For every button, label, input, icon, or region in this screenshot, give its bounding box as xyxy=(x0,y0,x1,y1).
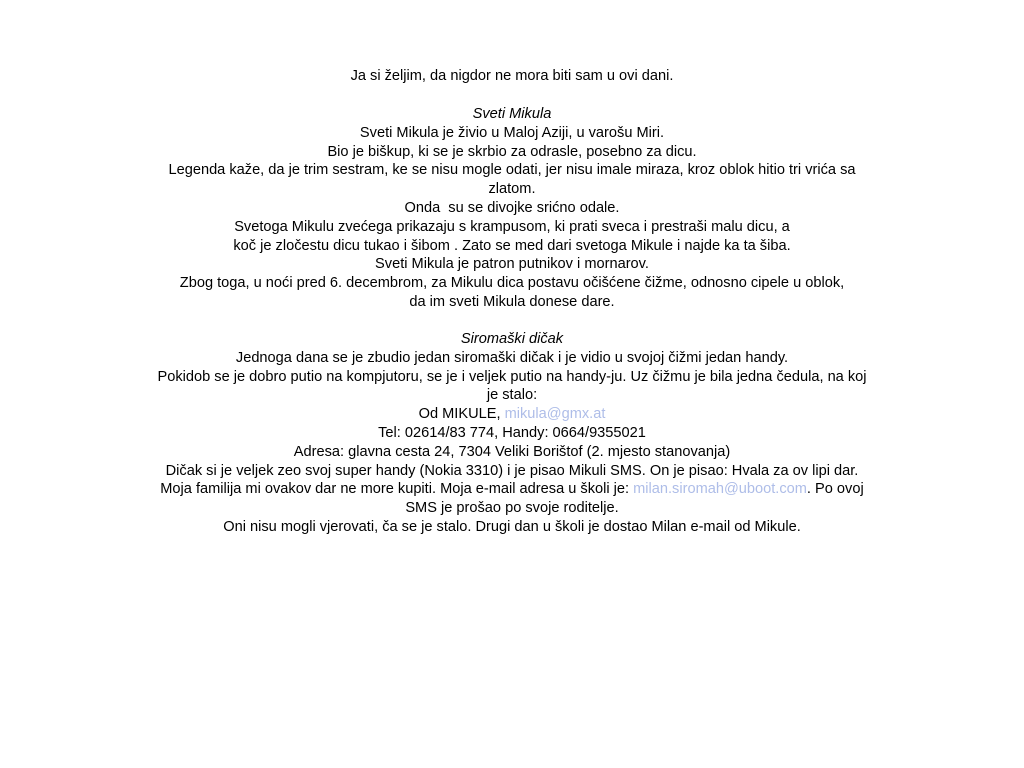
paragraph-line: Bio je biškup, ki se je skrbio za odrasle, posebno za dicu. xyxy=(327,143,697,160)
intro-text: Ja si željim, da nigdor ne mora biti sam u ovi dani. xyxy=(350,68,674,84)
from-line xyxy=(0,405,1024,424)
phone-line: Tel: 02614/83 774, Handy: 0664/9355021 xyxy=(378,424,646,441)
email-link-mikula[interactable]: mikula@gmx.at xyxy=(504,406,606,423)
paragraph-line: Sveti Mikula je patron putnikov i mornarov. xyxy=(375,256,649,273)
paragraph-line: da im sveti Mikula donese dare. xyxy=(409,293,615,310)
section-title: Siromaški dičak xyxy=(460,331,564,347)
paragraph-line: Legenda kaže, da je trim sestram, ke se nisu mogle odati, jer nisu imale miraza, kroz oblok hitio tri vrića sa xyxy=(168,162,856,179)
address-line: Adresa: glavna cesta 24, 7304 Veliki Borištof (2. mjesto stanovanja) xyxy=(293,443,731,460)
paragraph-line: Jednoga dana se je zbudio jedan siromaški dičak i je vidio u svojoj čižmi jedan handy. xyxy=(235,349,789,366)
line-prefix: Moja familija mi ovakov dar ne more kupiti. Moja e-mail adresa u školi je: xyxy=(160,481,634,498)
paragraph-line xyxy=(0,480,1024,499)
paragraph-line: SMS je prošao po svoje roditelje. xyxy=(405,500,619,517)
paragraph-line: Oni nisu mogli vjerovati, ča se je stalo. Drugi dan u školi je dostao Milan e-mail od Mikule. xyxy=(223,518,801,535)
paragraph-line: koč je zločestu dicu tukao i šibom . Zato se med dari svetoga Mikule i najde ka ta šiba. xyxy=(233,237,791,254)
line-suffix: . Po ovoj xyxy=(806,481,864,498)
section-siromaski-dicak xyxy=(0,330,1024,537)
paragraph-line: Pokidob se je dobro putio na kompjutoru, se je i veljek putio na handy-ju. Uz čižmu je bila jedna čedula, na koj xyxy=(157,368,867,385)
paragraph-line: Onda su se divojke srićno odale. xyxy=(404,199,620,216)
paragraph-line: Svetoga Mikulu zvećega prikazaju s krampusom, ki prati sveca i prestraši malu dicu, a xyxy=(234,218,790,235)
paragraph-line: zlatom. xyxy=(488,181,536,198)
paragraph-line: je stalo: xyxy=(486,387,538,404)
email-link-milan[interactable]: milan.siromah@uboot.com xyxy=(633,481,807,498)
section-sveti-mikula xyxy=(0,105,1024,312)
section-title: Sveti Mikula xyxy=(472,106,552,122)
paragraph-line: Sveti Mikula je živio u Maloj Aziji, u varošu Miri. xyxy=(359,124,665,141)
intro-block xyxy=(0,67,1024,86)
paragraph-line: Zbog toga, u noći pred 6. decembrom, za Mikulu dica postavu očišćene čižme, odnosno cipele u oblok, xyxy=(179,275,845,292)
from-prefix: Od MIKULE, xyxy=(418,406,505,423)
paragraph-line: Dičak si je veljek zeo svoj super handy (Nokia 3310) i je pisao Mikuli SMS. On je pisao: Hvala za ov lipi dar. xyxy=(165,462,859,479)
